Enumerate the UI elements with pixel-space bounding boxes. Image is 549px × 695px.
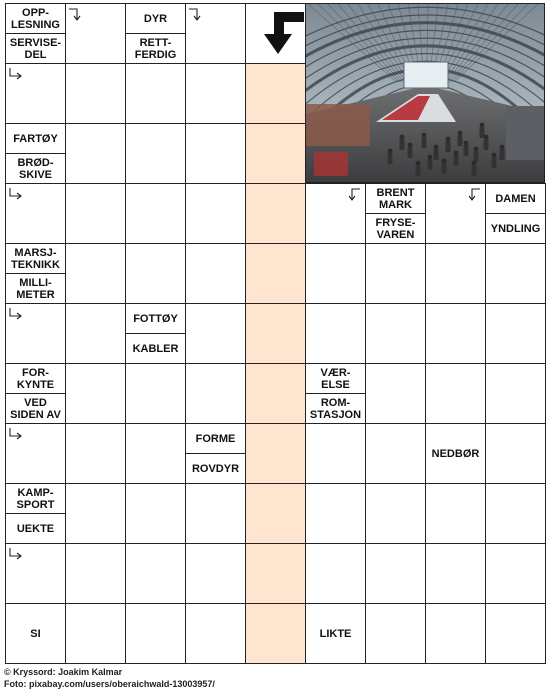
down-right-arrow-icon: [7, 186, 23, 202]
answer-cell[interactable]: [65, 123, 126, 184]
answer-cell[interactable]: [245, 363, 306, 424]
down-right-arrow-icon: [7, 546, 23, 562]
answer-cell[interactable]: [185, 123, 246, 184]
answer-cell[interactable]: [185, 183, 246, 244]
answer-cell[interactable]: [365, 243, 426, 304]
answer-cell[interactable]: [425, 363, 486, 424]
answer-cell[interactable]: [185, 63, 246, 124]
thick-down-arrow-icon: [246, 4, 306, 64]
answer-cell[interactable]: [485, 363, 546, 424]
down-right-arrow-icon: [7, 426, 23, 442]
answer-cell[interactable]: [425, 543, 486, 604]
answer-cell[interactable]: [485, 543, 546, 604]
answer-cell[interactable]: [65, 543, 126, 604]
answer-cell[interactable]: [65, 603, 126, 664]
clue-likte: LIKTE: [305, 603, 366, 664]
answer-cell[interactable]: [245, 303, 306, 364]
clue-nedbor: NEDBØR: [425, 423, 486, 484]
answer-cell[interactable]: [425, 483, 486, 544]
answer-cell[interactable]: [365, 543, 426, 604]
answer-cell[interactable]: [245, 243, 306, 304]
answer-cell[interactable]: [185, 483, 246, 544]
answer-cell[interactable]: [305, 303, 366, 364]
answer-cell[interactable]: [485, 603, 546, 664]
answer-cell[interactable]: [125, 543, 186, 604]
answer-cell[interactable]: [365, 483, 426, 544]
answer-cell[interactable]: [185, 603, 246, 664]
answer-cell[interactable]: [305, 423, 366, 484]
answer-cell[interactable]: [365, 603, 426, 664]
train-station-photo: [305, 3, 545, 183]
answer-cell[interactable]: [425, 303, 486, 364]
answer-cell[interactable]: [65, 363, 126, 424]
answer-cell[interactable]: [245, 63, 306, 124]
clue-millimeter: MILLI- METER: [5, 273, 66, 304]
clue-dyr: DYR: [125, 3, 186, 34]
answer-cell[interactable]: [485, 423, 546, 484]
clue-rovdyr: ROVDYR: [185, 453, 246, 484]
clue-kabler: KABLER: [125, 333, 186, 364]
answer-cell[interactable]: [245, 183, 306, 244]
answer-cell[interactable]: [245, 483, 306, 544]
answer-cell[interactable]: [245, 543, 306, 604]
answer-cell[interactable]: [245, 603, 306, 664]
left-down-arrow-icon: [466, 186, 482, 202]
right-down-arrow-icon: [187, 6, 203, 22]
answer-cell[interactable]: [125, 243, 186, 304]
clue-yndling: YNDLING: [485, 213, 546, 244]
credit-crossword: © Kryssord: Joakim Kalmar: [4, 667, 123, 677]
clue-servisedel: SERVISE- DEL: [5, 33, 66, 64]
clue-frysevaren: FRYSE- VAREN: [365, 213, 426, 244]
answer-cell[interactable]: [425, 603, 486, 664]
solution-start-cell: [245, 3, 306, 64]
answer-cell[interactable]: [485, 243, 546, 304]
clue-opplesning: OPP- LESNING: [5, 3, 66, 34]
answer-cell[interactable]: [125, 123, 186, 184]
clue-si: SI: [5, 603, 66, 664]
clue-fartoy: FARTØY: [5, 123, 66, 154]
clue-rettferdig: RETT- FERDIG: [125, 33, 186, 64]
clue-vaerelse: VÆR- ELSE: [305, 363, 366, 394]
answer-cell[interactable]: [185, 303, 246, 364]
clue-kampsport: KAMP- SPORT: [5, 483, 66, 514]
clue-brodskive: BRØD- SKIVE: [5, 153, 66, 184]
answer-cell[interactable]: [65, 303, 126, 364]
answer-cell[interactable]: [125, 183, 186, 244]
clue-brentmark: BRENT MARK: [365, 183, 426, 214]
clue-forkynte: FOR- KYNTE: [5, 363, 66, 394]
clue-romstasjon: ROM- STASJON: [305, 393, 366, 424]
answer-cell[interactable]: [65, 183, 126, 244]
answer-cell[interactable]: [185, 243, 246, 304]
answer-cell[interactable]: [485, 303, 546, 364]
answer-cell[interactable]: [125, 483, 186, 544]
answer-cell[interactable]: [65, 243, 126, 304]
answer-cell[interactable]: [65, 423, 126, 484]
answer-cell[interactable]: [305, 483, 366, 544]
credit-photo: Foto: pixabay.com/users/oberaichwald-13003957/: [4, 679, 215, 689]
answer-cell[interactable]: [125, 63, 186, 124]
answer-cell[interactable]: [305, 543, 366, 604]
clue-uekte: UEKTE: [5, 513, 66, 544]
left-down-arrow-icon: [346, 186, 362, 202]
clue-damen: DAMEN: [485, 183, 546, 214]
answer-cell[interactable]: [485, 483, 546, 544]
answer-cell[interactable]: [425, 243, 486, 304]
down-right-arrow-icon: [7, 306, 23, 322]
answer-cell[interactable]: [65, 483, 126, 544]
down-right-arrow-icon: [7, 66, 23, 82]
answer-cell[interactable]: [185, 363, 246, 424]
clue-fottoy: FOTTØY: [125, 303, 186, 334]
answer-cell[interactable]: [125, 603, 186, 664]
answer-cell[interactable]: [65, 63, 126, 124]
answer-cell[interactable]: [305, 243, 366, 304]
answer-cell[interactable]: [125, 363, 186, 424]
right-down-arrow-icon: [67, 6, 83, 22]
answer-cell[interactable]: [185, 543, 246, 604]
answer-cell[interactable]: [365, 363, 426, 424]
answer-cell[interactable]: [125, 423, 186, 484]
answer-cell[interactable]: [365, 423, 426, 484]
answer-cell[interactable]: [245, 123, 306, 184]
clue-vedsidenav: VED SIDEN AV: [5, 393, 66, 424]
clue-forme: FORME: [185, 423, 246, 454]
clue-marsjteknikk: MARSJ- TEKNIKK: [5, 243, 66, 274]
answer-cell[interactable]: [365, 303, 426, 364]
answer-cell[interactable]: [245, 423, 306, 484]
